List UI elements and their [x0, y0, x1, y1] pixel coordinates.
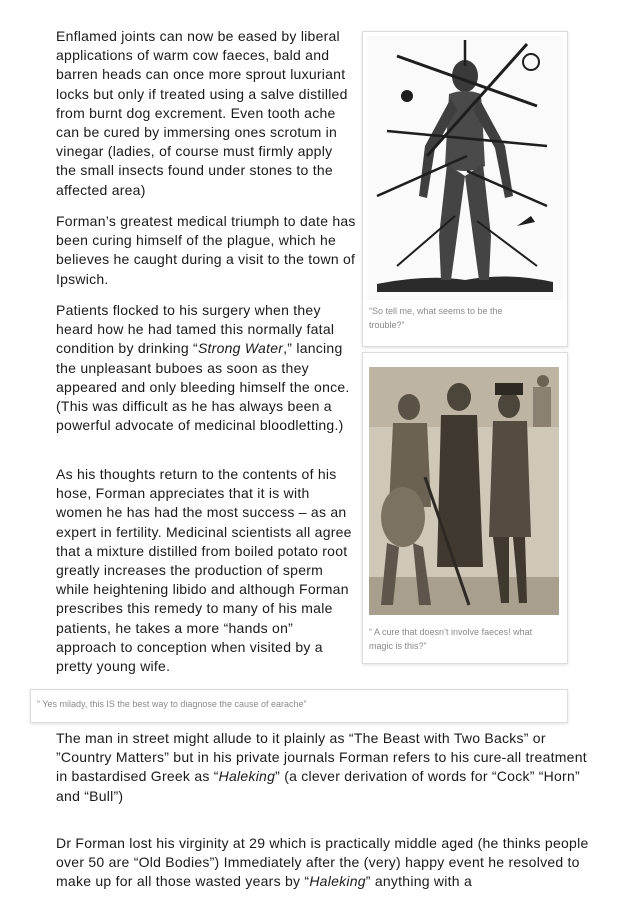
- paragraph-strong-water: Patients flocked to his surgery when they heard how he had tamed this normally fatal condition by drinking “Strong Water,” lancing the unpleasant buboes as soon as they appeared and only bleeding himself the once. (This was difficult as he has always been a powerful advocate of medicinal bloodletting.): [56, 302, 350, 434]
- emphasis-haleking-2: Haleking: [309, 873, 366, 890]
- caption-figure-1: “So tell me, what seems to be the trouble?”: [369, 306, 503, 330]
- caption-figure-2: “ A cure that doesn’t involve faeces! what magic is this?”: [369, 627, 533, 651]
- figure-physicians: [362, 352, 568, 664]
- paragraph-fertility: As his thoughts return to the contents of his hose, Forman appreciates that it is with women he has had the most success – as an expert in fertility. Medicinal scientists all agree that a mixture distilled from boiled potato root greatly increases the production of sperm while heightening libido and although Forman prescribes this remedy to many of his male patients, he takes a more “hands on” approach to conception when visited by a pretty young wife.: [56, 466, 352, 675]
- figure-wound-man: [362, 31, 568, 347]
- paragraph-plague: Forman’s greatest medical triumph to date has been curing himself of the plague, which he believes he caught during a visit to the town of Ipswich.: [56, 213, 356, 287]
- emphasis-haleking: Haleking: [218, 768, 276, 785]
- paragraph-haleking: The man in street might allude to it plainly as “The Beast with Two Backs” or ”Country Matters” but in his private journals Forman refers to his cure-all treatment in bastardised Greek as “Haleking” (a clever derivation of words for “Cock” “Horn” and “Bull”): [56, 730, 587, 804]
- wound-man-illustration: [367, 36, 563, 300]
- physicians-illustration: [369, 367, 559, 615]
- caption-wide-box: [30, 689, 568, 723]
- emphasis-strong-water: Strong Water: [197, 340, 284, 357]
- caption-wide: “ Yes milady, this IS the best way to diagnose the cause of earache”: [37, 699, 307, 709]
- paragraph-virginity: Dr Forman lost his virginity at 29 which is practically middle aged (he thinks people over 50 are “Old Bodies”) Immediately after the (very) happy event he resolved to make up for all those wasted years by “Haleking” anything with a: [56, 835, 589, 890]
- paragraph-remedies: Enflamed joints can now be eased by liberal applications of warm cow faeces, bald and barren heads can once more sprout luxuriant locks but only if treated using a salve distilled from burnt dog excrement. Even tooth ache can be cured by immersing ones scrotum in vinegar (ladies, of course must firmly apply the small insects found under stones to the affected area): [56, 28, 348, 198]
